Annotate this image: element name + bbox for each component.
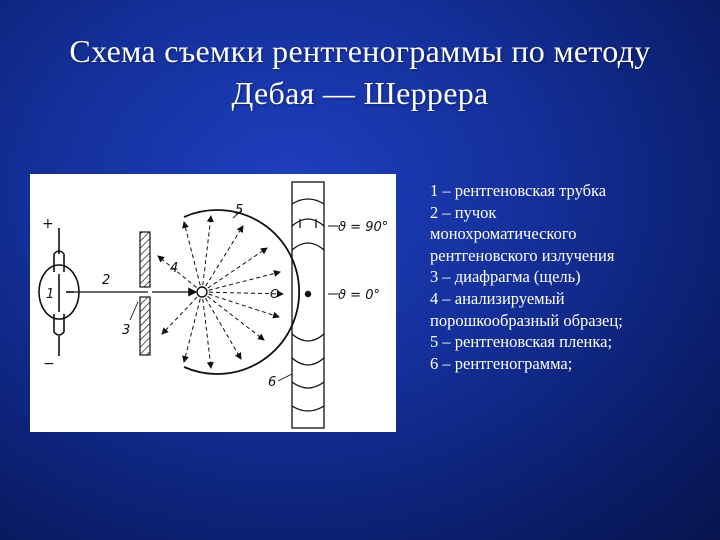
theta-90-label: ϑ = 90° [338, 220, 389, 235]
plus-terminal-label: + [42, 216, 54, 232]
debye-scherrer-diagram [30, 174, 396, 432]
theta-0-label: ϑ = 0° [338, 288, 380, 303]
title-line-1: Схема съемки рентгенограммы по методу [69, 33, 651, 69]
tube-label: 1 [46, 287, 55, 302]
xray-tube [39, 228, 79, 356]
legend-line: монохроматического [430, 224, 577, 244]
legend-line: рентгеновского излучения [430, 245, 615, 265]
legend-line: 2 – пучок [430, 202, 497, 222]
diagram-svg [30, 174, 396, 432]
legend-line: 5 – рентгеновская пленка; [430, 332, 613, 352]
direct-beam-spot [305, 291, 311, 297]
film-label: 5 [235, 203, 244, 218]
legend-line: 3 – диафрагма (щель) [430, 267, 581, 287]
legend-line: 4 – анализируемый [430, 288, 565, 308]
legend-line: 1 – рентгеновская трубка [430, 181, 607, 200]
legend-line: порошкообразный образец; [430, 310, 623, 330]
legend [430, 180, 710, 374]
pattern-label: 6 [268, 375, 277, 390]
powder-sample [197, 287, 207, 297]
minus-terminal-label: − [43, 356, 55, 372]
beam-label: 2 [102, 273, 111, 288]
legend-line: 6 – рентгенограмма; [430, 353, 573, 373]
slit-diaphragm [140, 232, 150, 355]
slit-label: 3 [122, 323, 131, 338]
center-label: O [270, 287, 280, 301]
title-line-2: Дебая — Шеррера [231, 75, 489, 111]
slide-title [30, 30, 690, 114]
radiograph-strip [292, 182, 324, 428]
sample-label: 4 [170, 261, 179, 276]
